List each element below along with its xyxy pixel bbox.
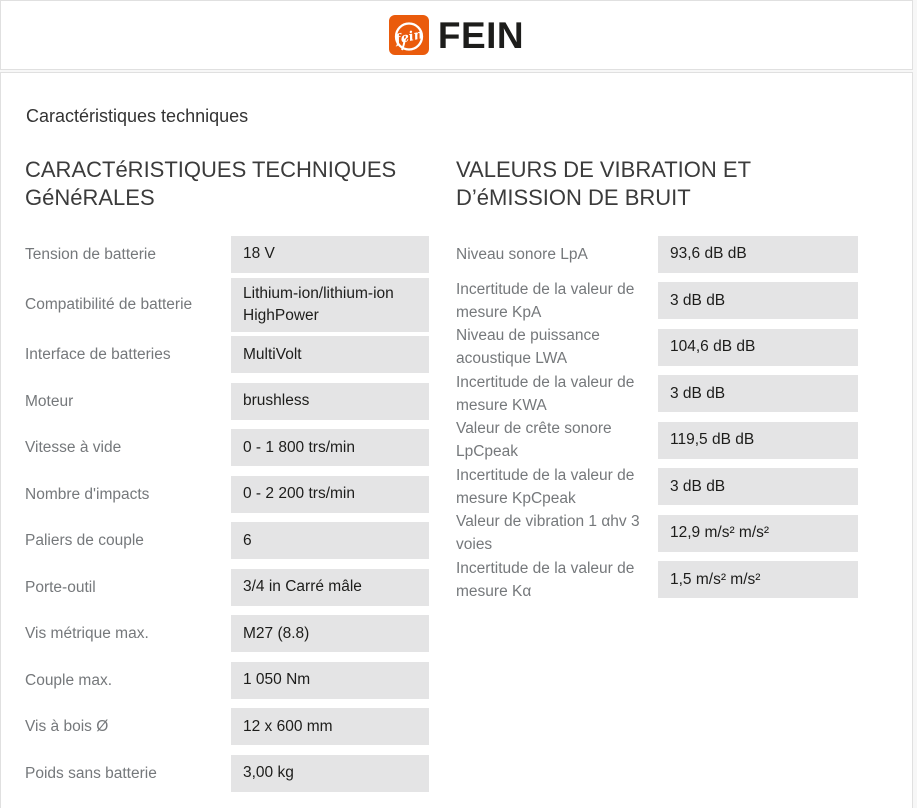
spec-row-vis-metrique [25, 611, 429, 658]
spec-label: Niveau sonore LpA [456, 245, 588, 263]
spec-label: Interface de batteries [25, 346, 171, 364]
spec-value: 18 V [231, 236, 429, 273]
spec-value: 3 dB dB [658, 468, 858, 505]
spec-row-kpa [456, 278, 858, 325]
section-general-specs [25, 148, 429, 797]
spec-columns [25, 148, 912, 797]
spec-value: 1 050 Nm [231, 662, 429, 699]
spec-row-interface [25, 332, 429, 379]
spec-value: 3/4 in Carré mâle [231, 569, 429, 606]
spec-row-moteur [25, 378, 429, 425]
spec-row-vibration-ahv [456, 510, 858, 557]
fein-logo-icon [389, 15, 429, 55]
spec-row-vis-bois [25, 704, 429, 751]
spec-row-kwa [456, 371, 858, 418]
spec-label: Vis à bois Ø [25, 718, 109, 736]
spec-label: Vitesse à vide [25, 439, 122, 457]
spec-row-lpa [456, 231, 858, 278]
spec-value: 104,6 dB dB [658, 329, 858, 366]
spec-label: Moteur [25, 392, 74, 410]
spec-value: 1,5 m/s² m/s² [658, 561, 858, 598]
spec-label: Couple max. [25, 671, 113, 689]
spec-label: Nombre d'impacts [25, 485, 150, 503]
spec-label: Vis métrique max. [25, 625, 149, 643]
spec-row-poids [25, 750, 429, 797]
spec-label: Compatibilité de batterie [25, 296, 193, 313]
spec-value: brushless [231, 383, 429, 420]
spec-row-paliers [25, 518, 429, 565]
spec-value: 6 [231, 522, 429, 559]
page-title: Caractéristiques techniques [26, 106, 249, 126]
brand-logo-link[interactable] [389, 15, 524, 55]
spec-label: Incertitude de la valeur de mesure KpCpeak [456, 466, 635, 507]
specs-panel [0, 72, 913, 808]
spec-row-compatibilite [25, 278, 429, 332]
spec-label: Valeur de vibration 1 αhv 3 voies [456, 513, 640, 554]
spec-label: Incertitude de la valeur de mesure KWA [456, 373, 635, 414]
spec-row-ka [456, 557, 858, 604]
section-title-general: CARACTéRISTIQUES TECHNIQUES GéNéRALES [25, 157, 397, 210]
spec-label: Incertitude de la valeur de mesure Kα [456, 559, 635, 600]
spec-row-couple-max [25, 657, 429, 704]
spec-row-tension [25, 231, 429, 278]
spec-value: 3 dB dB [658, 282, 858, 319]
spec-label: Incertitude de la valeur de mesure KpA [456, 280, 635, 321]
spec-value: 0 - 2 200 trs/min [231, 476, 429, 513]
spec-value: M27 (8.8) [231, 615, 429, 652]
spec-value: 93,6 dB dB [658, 236, 858, 273]
spec-value: 3 dB dB [658, 375, 858, 412]
spec-label: Valeur de crête sonore LpCpeak [456, 420, 612, 461]
spec-label: Tension de batterie [25, 245, 156, 263]
svg-text:fein: fein [393, 27, 425, 48]
spec-value: 119,5 dB dB [658, 422, 858, 459]
spec-row-vitesse [25, 425, 429, 472]
spec-value: 3,00 kg [231, 755, 429, 792]
spec-label: Niveau de puissance acoustique LWA [456, 327, 600, 368]
section-noise-vibration [456, 148, 858, 603]
fein-wordmark: FEIN [437, 14, 525, 56]
spec-value: 0 - 1 800 trs/min [231, 429, 429, 466]
spec-row-lwa [456, 324, 858, 371]
spec-row-porte-outil [25, 564, 429, 611]
spec-value: Lithium-ion/lithium-ion HighPower [231, 278, 429, 332]
spec-row-kpcpeak [456, 464, 858, 511]
spec-label: Porte-outil [25, 578, 96, 596]
spec-label: Poids sans batterie [25, 764, 157, 782]
spec-row-lpcpeak [456, 417, 858, 464]
spec-label: Paliers de couple [25, 532, 144, 550]
spec-value: MultiVolt [231, 336, 429, 373]
spec-value: 12 x 600 mm [231, 708, 429, 745]
spec-value: 12,9 m/s² m/s² [658, 515, 858, 552]
site-header [0, 0, 913, 70]
section-title-noise: VALEURS DE VIBRATION ET D’éMISSION DE BRUIT [456, 157, 751, 210]
spec-row-impacts [25, 471, 429, 518]
